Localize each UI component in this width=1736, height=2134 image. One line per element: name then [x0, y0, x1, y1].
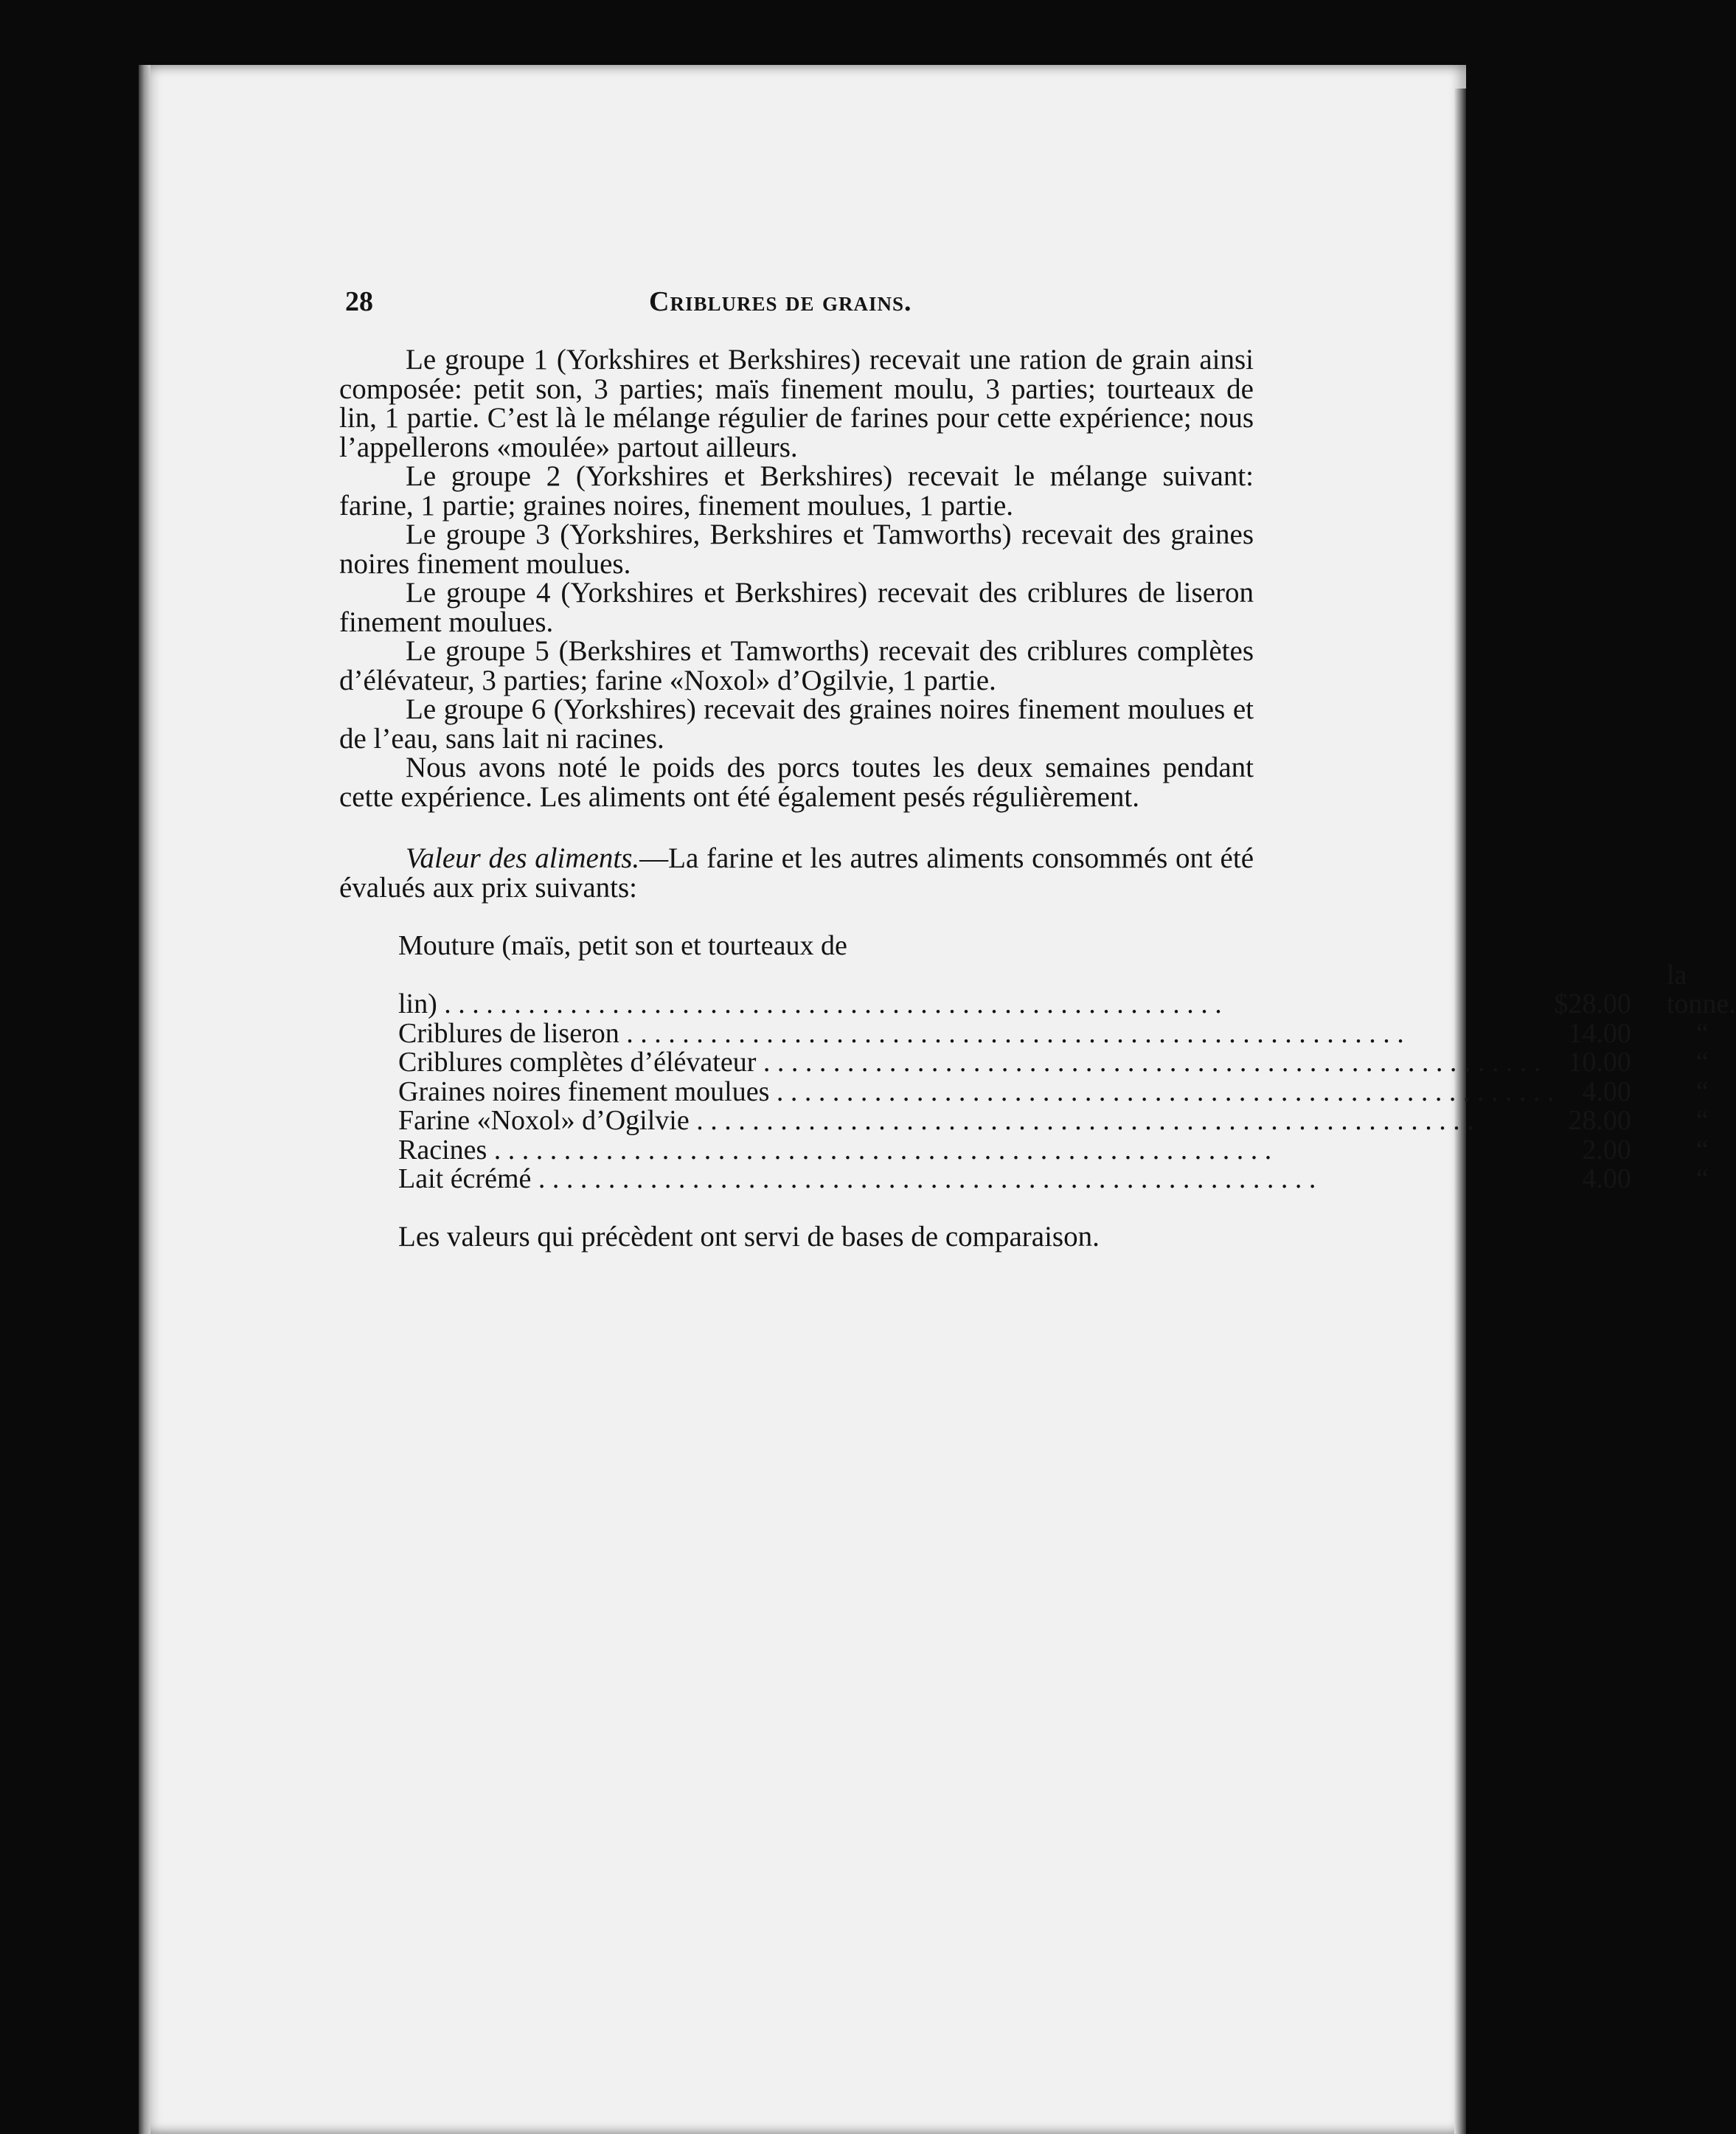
table-row: [398, 1019, 1736, 1049]
item-label: Criblures complètes d’élévateur: [398, 1047, 757, 1078]
page-header: [339, 288, 1254, 332]
table-row: [398, 1078, 1736, 1107]
table-row: [398, 1048, 1736, 1078]
row-item: [398, 961, 1554, 1019]
leader-dots: [690, 1105, 1474, 1136]
paragraph-group-1: Le groupe 1 (Yorkshires et Berkshires) recevait une ration de grain ainsi composée: petit son, 3 parties; maïs finement moulu, 3 parties; tourteaux de lin, 1 partie. C’est là le mélange régulier de farines pour cette expérience; nous l’appellerons «moulée» partout ailleurs.: [339, 344, 1254, 463]
row-value: 14.00: [1568, 1017, 1631, 1049]
leader-dots: [756, 1047, 1541, 1078]
item-label: Farine «Noxol» d’Ogilvie: [398, 1105, 690, 1136]
row-item: [398, 1106, 1554, 1136]
row-value: $28.00: [1554, 988, 1631, 1019]
row-value: 28.00: [1568, 1105, 1631, 1136]
page-body: [339, 286, 1736, 1253]
row-unit: “: [1695, 1047, 1709, 1078]
row-value: 4.00: [1582, 1075, 1631, 1107]
row-item: [398, 1048, 1554, 1078]
leader-dots: [437, 988, 1222, 1019]
feed-values-intro: —La farine et les autres aliments consommés ont été évalués aux prix suivants:: [339, 842, 1254, 904]
row-item: [398, 1165, 1554, 1194]
row-unit: “: [1695, 1075, 1709, 1107]
page-left-edge: [139, 65, 150, 2134]
feed-values-heading: Valeur des aliments.: [406, 842, 640, 874]
paragraph-group-2: Le groupe 2 (Yorkshires et Berkshires) recevait le mélange suivant: farine, 1 partie; graines noires, finement moulues, 1 partie.: [339, 460, 1254, 522]
feed-values-paragraph: [339, 844, 1254, 902]
row-item: [398, 1136, 1554, 1165]
item-label: Graines noires finement moulues: [398, 1075, 770, 1107]
row-item: [398, 1019, 1554, 1049]
table-row: [398, 1165, 1736, 1194]
row-item: [398, 1075, 1554, 1107]
closing-sentence: Les valeurs qui précèdent ont servi de bases de comparaison.: [398, 1220, 1100, 1253]
leader-dots: [487, 1134, 1271, 1165]
row-unit: “: [1695, 1163, 1709, 1194]
row-item-first-line: Mouture (maïs, petit son et tourteaux de: [398, 930, 847, 961]
table-row: [398, 932, 1736, 961]
paragraph-weighing: Nous avons noté le poids des porcs toutes les deux semaines pendant cette expérience. Les aliments ont été également pesés régulièrement.: [339, 752, 1254, 813]
paragraph-group-3: Le groupe 3 (Yorkshires, Berkshires et Tamworths) recevait des graines noires finement moulues.: [339, 519, 1254, 580]
item-label: Lait écrémé: [398, 1163, 532, 1194]
item-label: Criblures de liseron: [398, 1017, 619, 1049]
item-label: Racines: [398, 1134, 487, 1165]
table-row: [398, 1106, 1736, 1136]
leader-dots: [769, 1076, 1554, 1107]
row-unit: la tonne.: [1666, 959, 1736, 1019]
row-value: 10.00: [1568, 1047, 1631, 1078]
row-unit: “: [1695, 1134, 1709, 1165]
row-unit: “: [1695, 1017, 1709, 1049]
table-row: [398, 961, 1736, 1019]
row-value: 2.00: [1582, 1134, 1631, 1165]
leader-dots: [531, 1163, 1316, 1194]
running-title: Criblures de grains.: [649, 286, 912, 317]
row-unit: “: [1695, 1105, 1709, 1136]
row-value: 4.00: [1582, 1163, 1631, 1194]
feed-price-table: [398, 932, 1736, 1194]
table-row: [398, 1136, 1736, 1165]
paragraph-group-4: Le groupe 4 (Yorkshires et Berkshires) recevait des criblures de liseron finement moulues.: [339, 577, 1254, 638]
page-number: 28: [345, 286, 373, 317]
item-label: lin): [398, 988, 437, 1019]
paragraph-group-6: Le groupe 6 (Yorkshires) recevait des graines noires finement moulues et de l’eau, sans lait ni racines.: [339, 693, 1254, 755]
paragraph-group-5: Le groupe 5 (Berkshires et Tamworths) recevait des criblures complètes d’élévateur, 3 parties; farine «Noxol» d’Ogilvie, 1 partie.: [339, 635, 1254, 696]
leader-dots: [619, 1018, 1404, 1049]
